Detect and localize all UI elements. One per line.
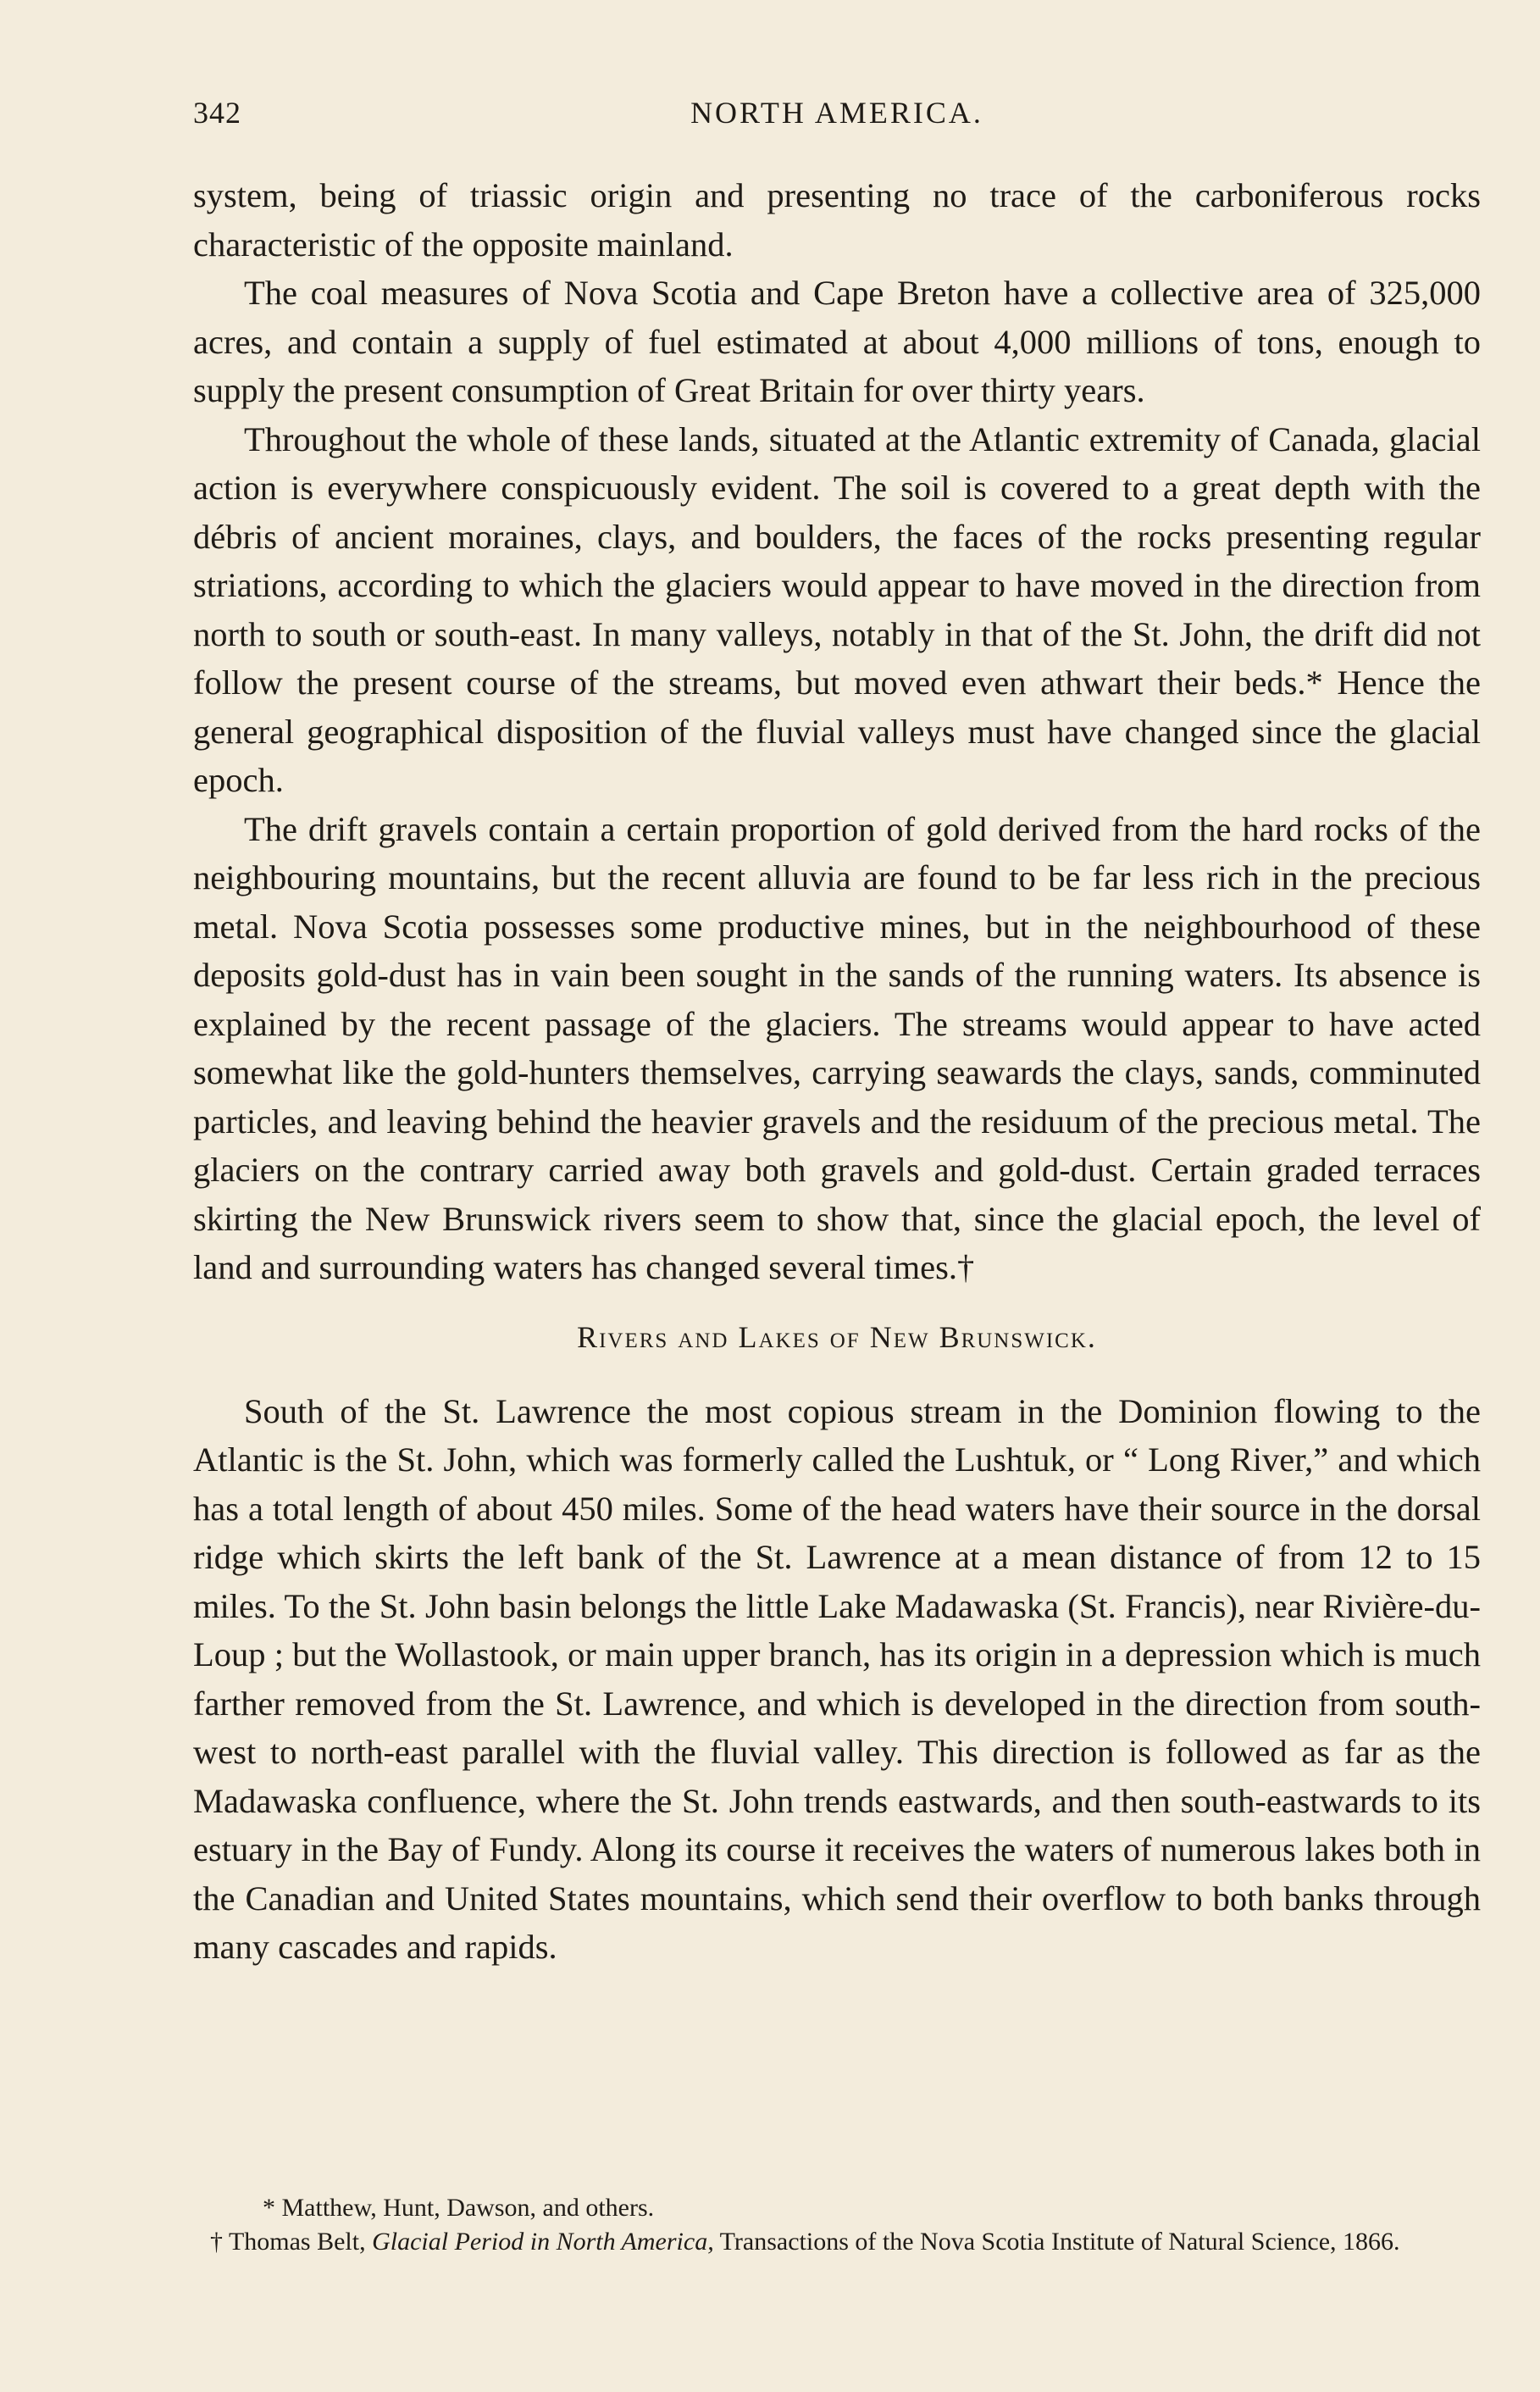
page-number: 342 — [193, 96, 241, 130]
footnote-2-author: † Thomas Belt, — [210, 2228, 373, 2256]
paragraph-2: The coal measures of Nova Scotia and Cape Breton have a collective area of 325,000 acres, and contain a supply of fuel estimated at about 4,000 millions of tons, enough to supply the present consumption of Great Britain for over thirty years. — [193, 274, 1481, 409]
section-heading: Rivers and Lakes of New Brunswick. — [577, 1319, 1097, 1354]
footnotes — [193, 2191, 1481, 2259]
footnote-2 — [193, 2225, 1481, 2259]
running-title: NORTH AMERICA. — [690, 96, 983, 130]
footnote-2-rest: Transactions of the Nova Scotia Institute of Natural Science, 1866. — [713, 2228, 1400, 2256]
paragraph-3: Throughout the whole of these lands, situated at the Atlantic extremity of Canada, glacial action is everywhere conspicuously evident. The soil is covered to a great depth with the débris of ancient moraines, clays, and boulders, the faces of the rocks presenting regular striations, according to which the glaciers would appear to have moved in the direction from north to south or south-east. In many valleys, notably in that of the St. John, the drift did not follow the present course of the streams, but moved even athwart their beds.* Hence the general geographical disposition of the fluvial valleys must have changed since the glacial epoch. — [193, 419, 1481, 799]
paragraph-4: The drift gravels contain a certain proportion of gold derived from the hard rocks of the neighbouring mountains, but the recent alluvia are found to be far less rich in the precious metal. Nova Scotia possesses some productive mines, but in the neighbourhood of these deposits gold-dust has in vain been sought in the sands of the running waters. Its absence is explained by the recent passage of the glaciers. The streams would appear to have acted somewhat like the gold-hunters themselves, carrying seawards the clays, sands, comminuted particles, and leaving behind the heavier gravels and the residuum of the precious metal. The glaciers on the contrary carried away both gravels and gold-dust. Certain graded terraces skirting the New Brunswick rivers seem to show that, since the glacial epoch, the level of land and surrounding waters has changed several times.† — [193, 809, 1481, 1286]
footnote-1: * Matthew, Hunt, Dawson, and others. — [263, 2194, 655, 2222]
footnote-2-title: Glacial Period in North America, — [372, 2228, 714, 2256]
paragraph-1: system, being of triassic origin and presenting no trace of the carboniferous rocks characteristic of the opposite mainland. — [193, 176, 1481, 264]
page-header — [193, 95, 1481, 137]
paragraph-5: South of the St. Lawrence the most copious stream in the Dominion flowing to the Atlantic is the St. John, which was formerly called the Lushtuk, or “ Long River,” and which has a total length of about 450 miles. Some of the head waters have their source in the dorsal ridge which skirts the left bank of the St. Lawrence at a mean distance of from 12 to 15 miles. To the St. John basin belongs the little Lake Madawaska (St. Francis), near Rivière-du-Loup ; but the Wollastook, or main upper branch, has its origin in a depression which is much farther removed from the St. Lawrence, and which is developed in the direction from south-west to north-east parallel with the fluvial valley. This direction is followed as far as the Madawaska confluence, where the St. John trends eastwards, and then south-eastwards to its estuary in the Bay of Fundy. Along its course it receives the waters of numerous lakes both in the Canadian and United States mountains, which send their overflow to both banks through many cascades and rapids. — [193, 1391, 1481, 1966]
main-text — [193, 171, 1481, 1972]
